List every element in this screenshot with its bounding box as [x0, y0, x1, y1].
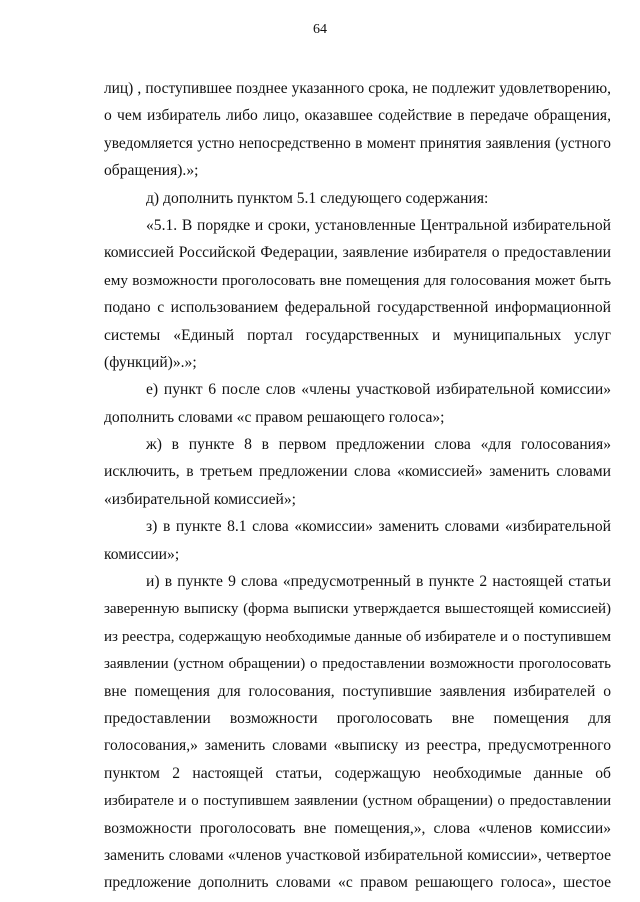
text-line: уведомляется устно непосредственно в момент принятия заявления (устного [104, 134, 611, 152]
page-number: 64 [313, 22, 327, 37]
text-line: ему возможности проголосовать вне помещения для голосования может быть [104, 271, 611, 289]
text-line: предложение дополнить словами «с правом решающего голоса», шестое [104, 874, 611, 892]
text-line: д) дополнить пунктом 5.1 следующего содержания: [146, 189, 489, 207]
text-line: о чем избиратель либо лицо, оказавшее содействие в передаче обращения, [104, 107, 611, 125]
text-line: дополнить словами «с правом решающего голоса»; [104, 408, 445, 426]
text-line: обращения).»; [104, 162, 199, 180]
text-line: подано с использованием федеральной государственной информационной [104, 299, 611, 317]
text-line: системы «Единый портал государственных и муниципальных услуг [104, 326, 611, 344]
text-line: «избирательной комиссией»; [104, 490, 296, 508]
text-line: избирателе и о поступившем заявлении (устном обращении) о предоставлении [104, 793, 611, 810]
text-line: и) в пункте 9 слова «предусмотренный в пункте 2 настоящей статьи [146, 573, 611, 591]
body-text [104, 79, 611, 901]
text-line: из реестра, содержащую необходимые данные об избирателе и о поступившем [104, 628, 611, 645]
text-line: е) пункт 6 после слов «члены участковой избирательной комиссии» [146, 381, 611, 399]
text-line: вне помещения для голосования, поступившие заявления избирателей о [104, 682, 611, 700]
text-line: исключить, в третьем предложении слова «комиссией» заменить словами [104, 463, 611, 481]
text-line: голосования,» заменить словами «выписку из реестра, предусмотренного [104, 737, 611, 755]
text-line: комиссии»; [104, 545, 180, 563]
text-line: (функций)».»; [104, 353, 197, 371]
text-line: ж) в пункте 8 в первом предложении слова «для голосования» [146, 436, 611, 454]
text-line: лиц) , поступившее позднее указанного срока, не подлежит удовлетворению, [104, 80, 611, 97]
text-line: «5.1. В порядке и сроки, установленные Центральной избирательной [146, 216, 611, 234]
text-line: комиссией Российской Федерации, заявление избирателя о предоставлении [104, 244, 611, 262]
text-line: заменить словами «членов участковой избирательной комиссии», четвертое [104, 846, 611, 864]
text-line: з) в пункте 8.1 слова «комиссии» заменить словами «избирательной [146, 518, 611, 536]
text-line: предоставлении возможности проголосовать вне помещения для [104, 709, 611, 727]
text-line: заверенную выписку (форма выписки утверждается вышестоящей комиссией) [104, 601, 611, 618]
text-line: пунктом 2 настоящей статьи, содержащую необходимые данные об [104, 764, 611, 782]
text-line: заявлении (устном обращении) о предоставлении возможности проголосовать [104, 656, 611, 673]
text-line: возможности проголосовать вне помещения,», слова «членов комиссии» [104, 819, 611, 837]
